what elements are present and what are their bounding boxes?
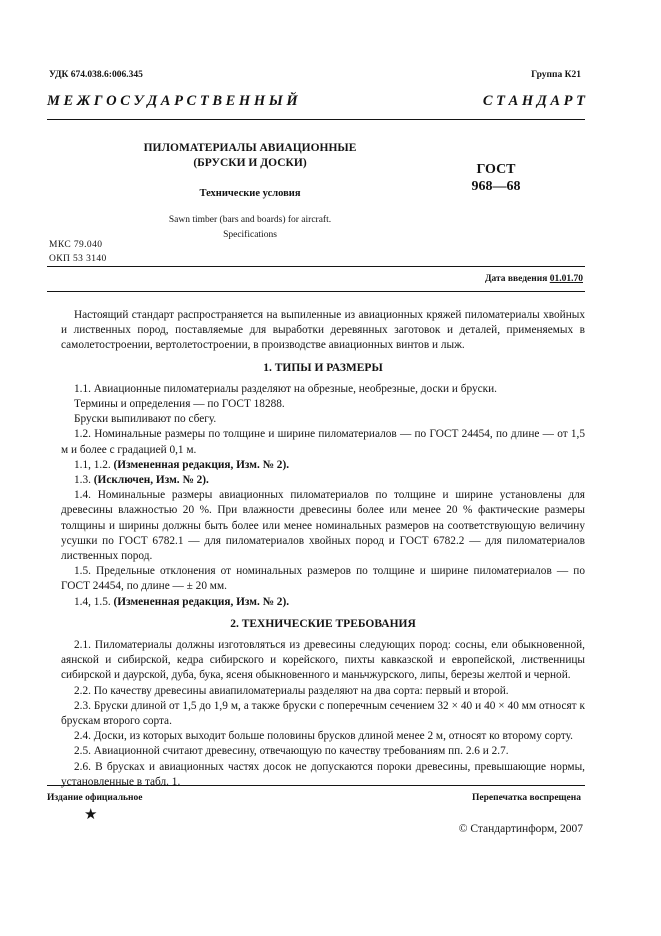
clause-number: 1.3.	[74, 474, 91, 487]
english-title-line-1: Sawn timber (bars and boards) for aircraft.	[168, 215, 332, 225]
star-icon: ★	[84, 807, 98, 823]
official-edition: Издание официальное	[47, 793, 143, 803]
footer-rule	[47, 785, 585, 786]
amendment-number: 1.4, 1.5.	[74, 595, 111, 608]
clause-1-2: 1.2. Номинальные размеры по толщине и ширине пиломатериалов — по ГОСТ 24454, по длине — от 1,5 м и более с градацией 0,1 м.	[61, 428, 585, 456]
clause-1-1-bars: Бруски выпиливают по сбегу.	[74, 413, 217, 426]
udk-code: УДК 674.038.6:006.345	[49, 70, 143, 80]
title-line-1: ПИЛОМАТЕРИАЛЫ АВИАЦИОННЫЕ	[143, 142, 357, 154]
clause-2-4: 2.4. Доски, из которых выходит больше половины брусков длиной менее 2 м, относят ко второму сорту.	[74, 730, 573, 743]
clause-1-3	[61, 473, 585, 488]
subtitle: Технические условия	[199, 188, 301, 199]
okp-code: ОКП 53 3140	[49, 254, 107, 264]
gost-label: ГОСТ	[476, 162, 516, 177]
banner-right: С Т А Н Д А Р Т	[482, 93, 585, 109]
banner-left: М Е Ж Г О С У Д А Р С Т В Е Н Н Ы Й	[47, 93, 298, 109]
clause-2-6: 2.6. В брусках и авиационных частях досок не допускаются пороки древесины, превышающие нормы, установленные в табл. 1.	[61, 760, 585, 788]
date-rule	[47, 291, 585, 292]
mks-code: МКС 79.040	[49, 240, 103, 250]
amendment-number: 1.1, 1.2.	[74, 458, 111, 471]
header-rule	[47, 119, 585, 120]
gost-designation	[456, 161, 536, 195]
amendment-1-1-1-2	[61, 458, 585, 473]
gost-number: 968—68	[471, 179, 521, 194]
title-line-2: (БРУСКИ И ДОСКИ)	[193, 157, 307, 169]
amendment-note: (Исключен, Изм. № 2).	[93, 474, 209, 487]
intro-date-value: 01.01.70	[549, 274, 583, 284]
section-2-heading: 2. ТЕХНИЧЕСКИЕ ТРЕБОВАНИЯ	[230, 617, 416, 630]
clause-1-4: 1.4. Номинальные размеры авиационных пиломатериалов по толщине и ширине установлены для древесины влажностью 20 %. При влажности древесины более или менее 20 % фактические размеры толщины и ширины должны быть более или менее номинальных размеров на соответствующую величину усушки по ГОСТ 6782.1 — для пиломатериалов хвойных пород и ГОСТ 6782.2 — для пиломатериалов лиственных пород.	[61, 489, 585, 563]
intro-date-label: Дата введения	[484, 274, 548, 284]
codes-rule	[47, 266, 585, 267]
copyright: © Стандартинформ, 2007	[458, 823, 583, 835]
clause-2-5: 2.5. Авиационной считают древесину, отвечающую по качеству требованиям пп. 2.6 и 2.7.	[74, 745, 509, 758]
classification-codes	[49, 238, 107, 266]
document-body	[61, 308, 585, 790]
clause-1-1: 1.1. Авиационные пиломатериалы разделяют на обрезные, необрезные, доски и бруски.	[74, 382, 497, 395]
intro-paragraph: Настоящий стандарт распространяется на выпиленные из авиационных кряжей пиломатериалы хвойных и лиственных пород, поставляемые для выработки деревянных заготовок и деталей, применяемых в самолетостроении, вертолетостроении, в производстве авиационных винтов и лыж.	[61, 309, 585, 352]
amendment-note: (Измененная редакция, Изм. № 2).	[113, 458, 290, 471]
clause-2-3: 2.3. Бруски длиной от 1,5 до 1,9 м, а также бруски с поперечным сечением 32 × 40 и 40 × 40 мм относят к брускам второго сорта.	[61, 699, 585, 728]
intro-date	[485, 274, 583, 284]
reprint-notice: Перепечатка воспрещена	[471, 793, 581, 803]
clause-1-1-terms: Термины и определения — по ГОСТ 18288.	[74, 398, 285, 411]
title-block	[100, 141, 400, 243]
clause-2-2: 2.2. По качеству древесины авиапиломатериалы разделяют на два сорта: первый и второй.	[74, 684, 509, 697]
english-title-line-2: Specifications	[223, 230, 277, 240]
section-1-heading: 1. ТИПЫ И РАЗМЕРЫ	[263, 361, 383, 374]
group-code: Группа К21	[531, 70, 581, 80]
standard-banner	[47, 93, 585, 110]
amendment-1-4-1-5	[61, 595, 585, 610]
clause-1-5: 1.5. Предельные отклонения от номинальных размеров по толщине и ширине пиломатериалов — по ГОСТ 24454, по длине — ± 20 мм.	[61, 565, 585, 593]
amendment-note: (Измененная редакция, Изм. № 2).	[113, 595, 290, 608]
clause-2-1: 2.1. Пиломатериалы должны изготовляться из древесины следующих пород: сосны, ели обыкновенной, аянской и сибирской, кедра сибирского и корейского, пихты кавказской и европейской, лиственницы сибирской и даурской, дуба, бука, ясеня обыкновенного и маньчжурского, липы, березы желтой и черной.	[61, 639, 585, 682]
